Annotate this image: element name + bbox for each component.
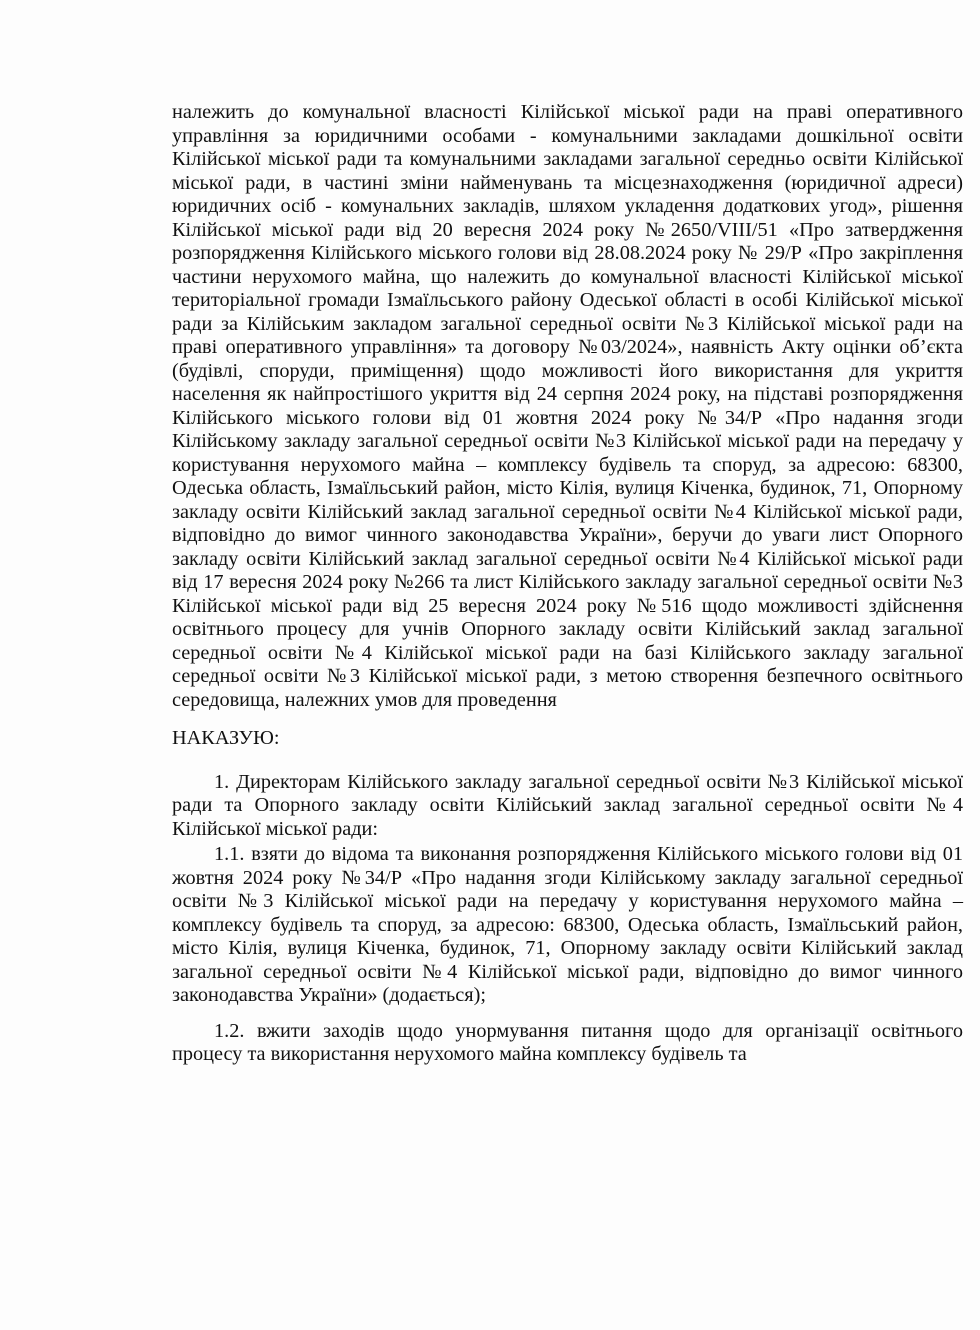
order-item-1-1: 1.1. взяти до відома та виконання розпорядження Кілійського міського голови від 01 жовтня 2024 року №34/Р «Про надання згоди Кілійському закладу загальної середньої освіти №3 Кілійської міської ради на передачу у користування нерухомого майна – комплексу будівель та споруд, за адресою: 68300, Одеська область, Ізмаїльський район, місто Кілія, вулиця Кіченка, будинок, 71, Опорному закладу освіти Кілійський заклад загальної середньої освіти №4 Кілійської міської ради, відповідно до вимог чинного законодавства України» (додається); bbox=[172, 843, 963, 1006]
document-body bbox=[172, 101, 963, 1067]
order-item-1: 1. Директорам Кілійського закладу загальної середньої освіти №3 Кілійської міської ради та Опорного закладу освіти Кілійський заклад загальної середньої освіти №4 Кілійської міської ради: bbox=[172, 770, 963, 840]
intro-paragraph: належить до комунальної власності Кілійської міської ради на праві оперативного управління за юридичними особами - комунальними закладами дошкільної освіти Кілійської міської ради та комунальними закладами загальної середньо освіти Кілійської міської ради, в частині зміни найменувань та місцезнаходження (юридичної адреси) юридичних осіб - комунальних закладів, шляхом укладення додаткових угод», рішення Кілійської міської ради від 20 вересня 2024 року №2650/VIII/51 «Про затвердження розпорядження Кілійського міського голови від 28.08.2024 року № 29/Р «Про закріплення частини нерухомого майна, що належить до комунальної власності Кілійської міської територіальної громади Ізмаїльського району Одеської області в особі Кілійської міської ради за Кілійським закладом загальної середньої освіти №3 Кілійської міської ради на праві оперативного управління» та договору №03/2024», наявність Акту оцінки об’єкта (будівлі, споруди, приміщення) щодо можливості його використання для укриття населення як найпростішого укриття від 24 серпня 2024 року, на підставі розпорядження Кілійського міського голови від 01 жовтня 2024 року №34/Р «Про надання згоди Кілійському закладу загальної середньої освіти №3 Кілійської міської ради на передачу у користування нерухомого майна – комплексу будівель та споруд, за адресою: 68300, Одеська область, Ізмаїльський район, місто Кілія, вулиця Кіченка, будинок, 71, Опорному закладу освіти Кілійський заклад загальної середньої освіти №4 Кілійської міської ради, відповідно до вимог чинного законодавства України», беручи до уваги лист Опорного закладу освіти Кілійський заклад загальної середньої освіти №4 Кілійської міської ради від 17 вересня 2024 року №266 та лист Кілійського закладу загальної середньої освіти №3 Кілійської міської ради від 25 вересня 2024 року №516 щодо можливості здійснення освітнього процесу для учнів Опорного закладу освіти Кілійський заклад загальної середньої освіти №4 Кілійської міської ради на базі Кілійського закладу загальної середньої освіти №3 Кілійської міської ради, з метою створення безпечного освітнього середовища, належних умов для проведення bbox=[172, 101, 963, 711]
order-item-1-2: 1.2. вжити заходів щодо унормування питання щодо для організації освітнього процесу та використання нерухомого майна комплексу будівель та bbox=[172, 1019, 963, 1065]
order-heading: НАКАЗУЮ: bbox=[172, 727, 280, 749]
